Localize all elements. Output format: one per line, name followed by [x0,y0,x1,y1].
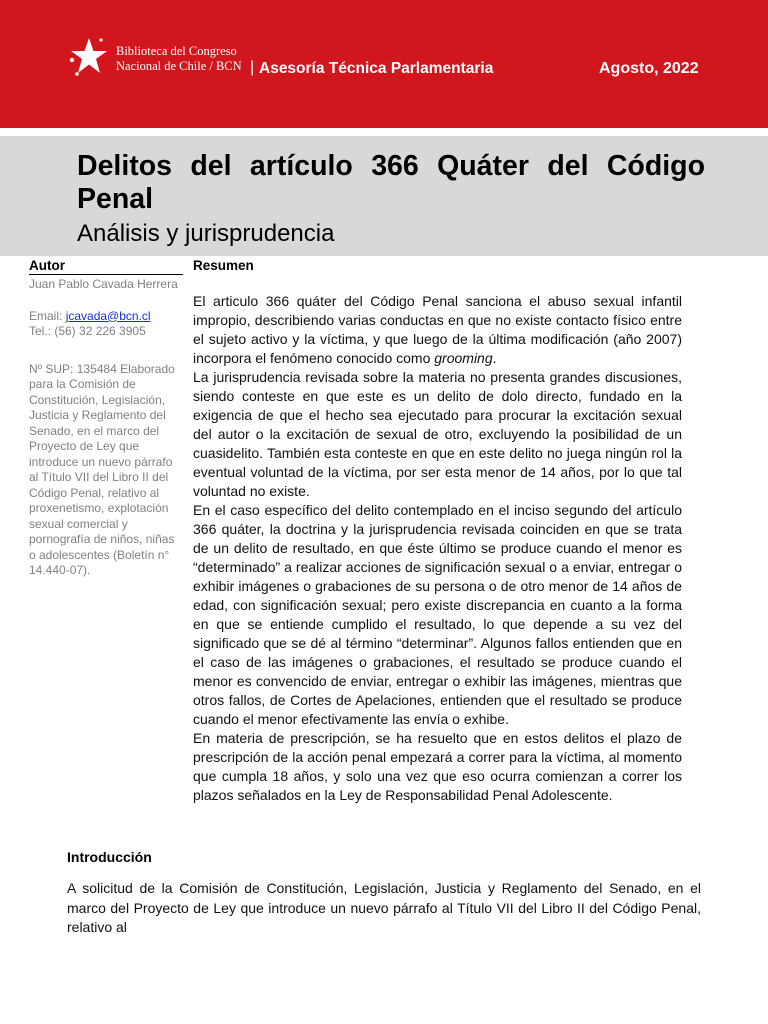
document-title: Delitos del artículo 366 Quáter del Código Penal [77,150,705,215]
summary-paragraph-4: En materia de prescripción, se ha resuelto que en estos delitos el plazo de prescripción de la acción penal empezará a correr para la víctima, al momento que cumpla 18 años, y solo una vez que eso ocurra comienzan a correr los plazos señalados en la Ley de Responsabilidad Penal Adolescente. [193,730,682,803]
summary-paragraph-1: El articulo 366 quáter del Código Penal sanciona el abuso sexual infantil impropio, describiendo varias conductas en que no existe contacto físico entre el sujeto activo y la víctima, y que luego de la última modificación (año 2007) incorpora el fenómeno conocido como grooming. [193,293,682,366]
grooming-term: grooming [434,350,493,366]
organization-name [116,44,242,74]
summary-heading: Resumen [193,258,254,273]
document-subtitle: Análisis y jurisprudencia [77,220,335,247]
author-email-link[interactable]: jcavada@bcn.cl [65,308,151,323]
summary-paragraph-2: La jurisprudencia revisada sobre la materia no presenta grandes discusiones, siendo conteste en que este es un delito de dolo directo, fundado en la exigencia de que el hecho sea ejecutado para procurar la excitación sexual del autor o la excitación de sexual de otro, excluyendo la posibilidad de un cuasidelito. También esta conteste en que en este delito no juega ningún rol la eventual voluntad de la víctima, por ser esta menor de 14 años, por lo que tal voluntad no existe. [193,369,682,499]
introduction-section [67,849,701,938]
summary-paragraph-3: En el caso específico del delito contemplado en el inciso segundo del artículo 366 quáter, la doctrina y la jurisprudencia revisada coinciden en que se trata de un delito de resultado, en que éste último se produce cuando el menor es “determinado” a realizar acciones de significación sexual o a enviar, entregar o exhibir imágenes o grabaciones de su persona o de otro menor de 14 años de edad, con significación sexual; pero existe discrepancia en cuanto a la forma en que se entiende cumplido el resultado, lo que depende a su vez del significado que se dé al término “determinar”. Algunos fallos entienden que en el caso de las imágenes o grabaciones, el resultado se produce cuando el menor es convencido de enviar, entregar o exhibir las imágenes, mientras que otros fallos, de Cortes de Apelaciones, entienden que el resultado se produce cuando el menor efectivamente las envía o exhibe. [193,502,682,727]
unit-name: Asesoría Técnica Parlamentaria [259,60,494,77]
author-sidebar [29,258,183,579]
author-phone: Tel.: (56) 32 226 3905 [29,324,146,338]
org-line-1: Biblioteca del Congreso [116,44,237,58]
introduction-paragraph: A solicitud de la Comisión de Constitución, Legislación, Justicia y Reglamento del Senado, en el marco del Proyecto de Ley que introduce un nuevo párrafo al Título VII del Libro II del Código Penal, relativo al [67,880,701,935]
author-note: Nº SUP: 135484 Elaborado para la Comisión de Constitución, Legislación, Justicia y Reglamento del Senado, en el marco del Proyecto de Ley que introduce un nuevo párrafo al Título VII del Libro II del Código Penal, relativo al proxenetismo, explotación sexual comercial y pornografía de niños, niñas o adolescentes (Boletín n° 14.440-07). [29,361,175,577]
author-email-line [29,309,183,325]
bcn-star-logo-icon [66,34,112,80]
org-line-2: Nacional de Chile / BCN [116,59,242,73]
report-date: Agosto, 2022 [599,60,699,77]
author-name: Juan Pablo Cavada Herrera [29,277,178,291]
report-header [0,0,768,128]
header-separator: | [250,59,255,76]
introduction-heading: Introducción [67,849,152,865]
author-heading: Autor [29,258,183,275]
summary-section [193,258,682,805]
author-email-label: Email: [29,308,66,323]
